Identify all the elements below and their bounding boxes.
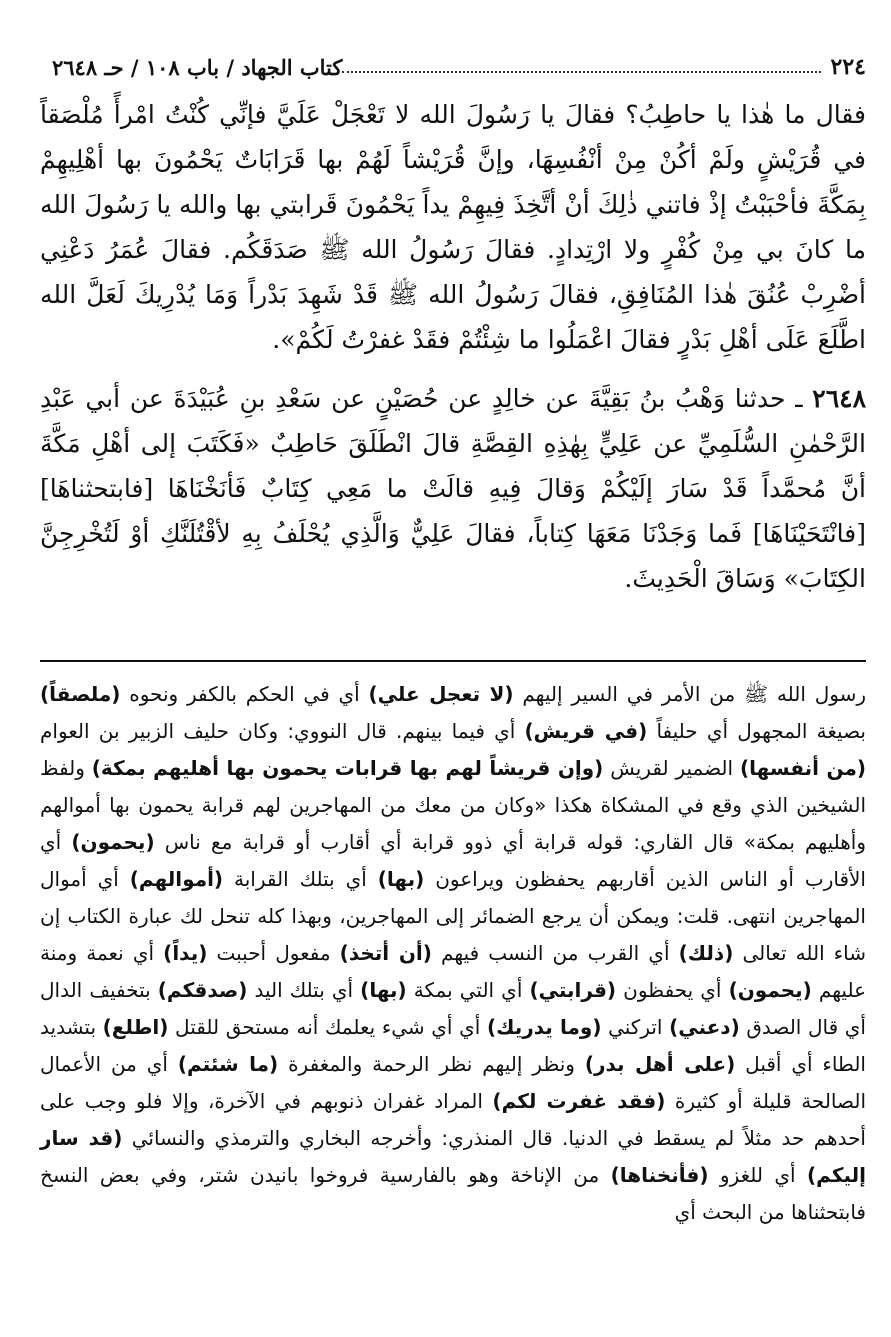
footnote-divider	[40, 660, 866, 662]
commentary-text-run: أي بتلك اليد	[247, 978, 361, 1002]
commentary-paragraph	[40, 676, 866, 1231]
commentary-text-run: أي أي شيء يعلمك أنه مستحق للقتل	[168, 1015, 487, 1039]
page-number: ٢٢٤	[830, 54, 866, 80]
commentary-lemma: (ملصقاً)	[40, 682, 121, 706]
commentary-text-run: مفعول أحببت	[207, 941, 340, 965]
commentary-text-run: ولفظ الشيخين الذي وقع في المشكاة هكذا «وكان من معك من المهاجرين لهم قرابة يحمون بها أموالهم وأهليهم بمكة» قال القاري: قوله قرابة أي ذوو قرابة أي أقارب أو قرابة مع ناس	[40, 756, 866, 854]
commentary-text-run: اتركني	[601, 1015, 670, 1039]
commentary-lemma: (قد سار إليكم)	[40, 1126, 866, 1187]
commentary-text-run: أي من الأعمال الصالحة قليلة أو كثيرة	[40, 1052, 867, 1113]
commentary-lemma: (قرابتي)	[529, 978, 617, 1002]
commentary-lemma: (في قريش)	[524, 719, 648, 743]
commentary-lemma: (دعني)	[669, 1015, 740, 1039]
commentary-text-run: بتشديد الطاء أي أقبل	[40, 1015, 866, 1076]
document-page	[40, 40, 866, 1310]
commentary-text-run: أي يحفظون	[616, 978, 729, 1002]
commentary-lemma: (اطلع)	[102, 1015, 169, 1039]
commentary-text-run: أي فيما بينهم. قال النووي: وكان حليف الزبير بن العوام	[40, 719, 525, 743]
commentary-text-run: أي التي بمكة	[406, 978, 530, 1002]
commentary-text-run: أي بتلك القرابة	[223, 867, 378, 891]
commentary-text-run: رسول الله ﷺ من الأمر في السير إليهم	[513, 682, 866, 706]
hadith-number: ٢٦٤٨	[812, 384, 866, 413]
hadith-paragraph	[40, 376, 866, 601]
commentary-lemma: (أموالهم)	[129, 867, 224, 891]
commentary-lemma: (صدقكم)	[157, 978, 248, 1002]
commentary-text	[40, 676, 866, 1231]
commentary-lemma: (من أنفسها)	[740, 756, 866, 780]
commentary-lemma: (يحمون)	[71, 830, 155, 854]
commentary-text-run: أي في الحكم بالكفر ونحوه	[120, 682, 369, 706]
main-hadith-text	[40, 92, 866, 601]
commentary-lemma: (ذلك)	[678, 941, 734, 965]
commentary-text-run: أي أموال المهاجرين انتهى. قلت: ويمكن أن يرجع الضمائر إلى المهاجرين، وبهذا كله تنحل لك عبارة الكتاب إن شاء الله تعالى	[40, 867, 866, 965]
header-dotted-leader	[342, 71, 820, 73]
commentary-lemma: (بها)	[360, 978, 407, 1002]
commentary-lemma: (على أهل بدر)	[584, 1052, 736, 1076]
hadith-paragraph-continued: فقال ما هٰذا يا حاطِبُ؟ فقالَ يا رَسُولَ الله لا تَعْجَلْ عَلَيَّ فإنِّي كُنْتُ امْرأً مُلْصَقاً في قُرَيْشٍ ولَمْ أكُنْ مِنْ أنْفُسِهَا، وإنَّ قُرَيْشاً لَهُمْ بها قَرَابَاتٌ يَحْمُونَ بها أهْلِيهِمْ بِمَكَّةَ فأحْبَبْتُ إذْ فاتني ذٰلِكَ أنْ أتَّخِذَ فِيهِمْ يداً يَحْمُونَ قَرابتي بها والله يا رَسُولَ الله ما كانَ بي مِنْ كُفْرٍ ولا ارْتِدادٍ. فقالَ رَسُولُ الله ﷺ صَدَقَكُم. فقالَ عُمَرُ دَعْنِي أضْرِبْ عُنُقَ هٰذا المُنَافِقِ، فقالَ رَسُولُ الله ﷺ قَدْ شَهِدَ بَدْراً وَمَا يُدْرِيكَ لَعَلَّ الله اطَّلَعَ عَلَى أهْلِ بَدْرٍ فقالَ اعْمَلُوا ما شِئْتُمْ فقَدْ غفرْتُ لَكُمْ».	[40, 100, 866, 354]
commentary-text-run: بصيغة المجهول أي حليفاً	[647, 719, 866, 743]
commentary-lemma: (فأنخناها)	[610, 1163, 709, 1187]
commentary-lemma: (بها)	[377, 867, 425, 891]
commentary-lemma: (أن أتخذ)	[339, 941, 432, 965]
commentary-lemma: (فقد غفرت لكم)	[492, 1089, 666, 1113]
running-title: كتاب الجهاد / باب ١٠٨ / حـ ٢٦٤٨	[52, 55, 343, 80]
commentary-text-run: المراد غفران ذنوبهم في الآخرة، وإلا فلو وجب على أحدهم حد مثلاً لم يسقط في الدنيا. قال المنذري: وأخرجه البخاري والترمذي والنسائي	[40, 1089, 866, 1150]
commentary-lemma: (يحمون)	[728, 978, 812, 1002]
hadith-text: ـ حدثنا وَهْبُ بنُ بَقِيَّةَ عن خالِدٍ عن حُصَيْنٍ عن سَعْدِ بنِ عُبَيْدَةَ عن أبي عَبْدِ الرَّحْمٰنِ السُّلَمِيِّ عن عَلِيٍّ بِهٰذِهِ القِصَّةِ قالَ انْطَلَقَ حَاطِبٌ «فَكَتَبَ إلى أهْلِ مَكَّةَ أنَّ مُحمَّداً قَدْ سَارَ إلَيْكُمْ وَقالَ فِيهِ قالَتْ ما مَعِي كِتَابٌ فَأنَخْنَاهَا [فابتحثناهَا] [فانْتَحَيْنَاهَا] فَما وَجَدْنَا مَعَهَا كِتاباً، فقالَ عَلِيٌّ وَالَّذِي يُحْلَفُ بِهِ لأقْتُلَنَّكِ أوْ لَتُخْرِجِنَّ الكِتَابَ» وَسَاقَ الْحَدِيثَ.	[40, 384, 866, 593]
commentary-text-run: أي للغزو	[708, 1163, 808, 1187]
commentary-text-run: ونظر إليهم نظر الرحمة والمغفرة	[278, 1052, 585, 1076]
commentary-lemma: (ما شئتم)	[177, 1052, 279, 1076]
commentary-text-run: أي الأقارب أو الناس الذين أقاربهم يحفظون ويراعون	[40, 830, 866, 891]
commentary-text-run: بتخفيف الدال أي قال الصدق	[40, 978, 866, 1039]
commentary-lemma: (وإن قريشاً لهم بها قرابات يحمون بها أهليهم بمكة)	[91, 756, 604, 780]
commentary-text-run: من الإناخة وهو بالفارسية فروخوا بانيدن شتر، وفي بعض النسخ فابتحثناها من البحث أي	[40, 1163, 866, 1224]
commentary-text-run: أي نعمة ومنة عليهم	[40, 941, 866, 1002]
commentary-lemma: (وما يدريك)	[486, 1015, 602, 1039]
commentary-text-run: أي القرب من النسب فيهم	[431, 941, 679, 965]
commentary-text-run: الضمير لقريش	[603, 756, 740, 780]
commentary-lemma: (يداً)	[163, 941, 208, 965]
page-header	[40, 40, 866, 80]
commentary-lemma: (لا تعجل علي)	[368, 682, 514, 706]
